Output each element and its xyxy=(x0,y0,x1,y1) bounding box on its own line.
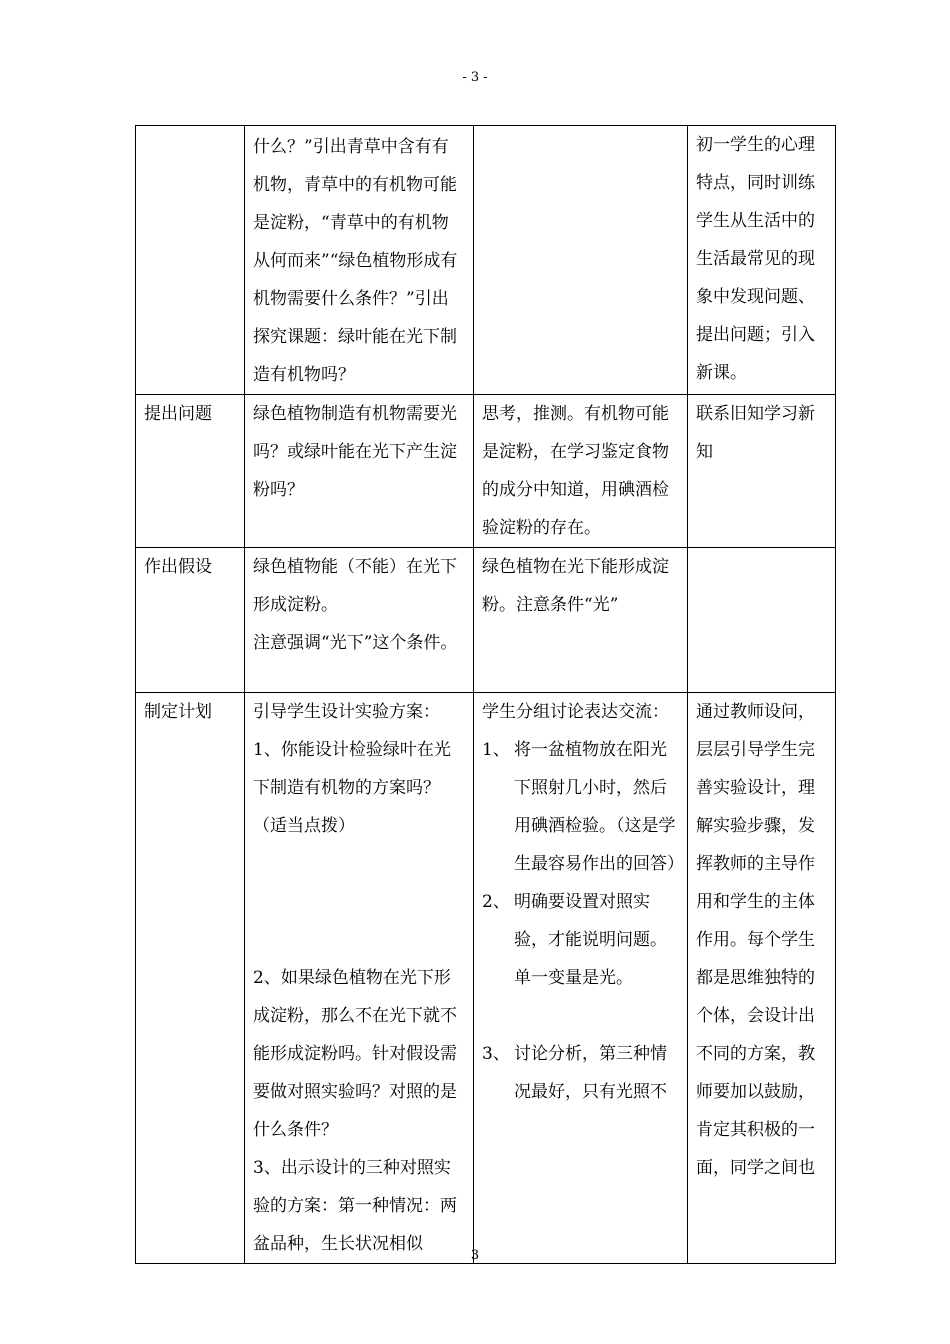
footer-page-number: 3 xyxy=(470,1248,480,1263)
list-item-number: 2、 xyxy=(482,892,510,912)
list-item-text: 明确要设置对照实验，才能说明问题。单一变量是光。 xyxy=(514,892,667,988)
design-intent-cell xyxy=(688,548,836,693)
table-row xyxy=(136,126,836,395)
table-row xyxy=(136,693,836,1264)
list-item xyxy=(482,1035,679,1111)
teacher-question-2: 2、如果绿色植物在光下形成淀粉，那么不在光下就不能形成淀粉吗。针对假设需要做对照实验吗？对照的是什么条件？ xyxy=(253,968,457,1140)
student-activity-cell xyxy=(474,126,688,395)
list-item-text: 讨论分析，第三种情况最好，只有光照不 xyxy=(514,1044,667,1102)
lesson-plan-table xyxy=(135,125,836,1264)
spacer xyxy=(253,845,465,959)
list-item xyxy=(482,883,679,997)
student-activity-cell: 思考，推测。有机物可能是淀粉，在学习鉴定食物的成分中知道，用碘酒检验淀粉的存在。 xyxy=(474,395,688,548)
teacher-activity-cell xyxy=(245,548,474,693)
list-item xyxy=(482,731,684,883)
teacher-activity-cell: 什么？”引出青草中含有有机物，青草中的有机物可能是淀粉，“青草中的有机物从何而来”“绿色植物形成有机物需要什么条件？”引出探究课题：绿叶能在光下制造有机物吗？ xyxy=(245,126,474,395)
teacher-intro: 引导学生设计实验方案： xyxy=(253,702,440,722)
list-item-number: 1、 xyxy=(482,740,510,760)
table-row xyxy=(136,548,836,693)
stage-cell: 制定计划 xyxy=(136,693,245,1264)
list-item-number: 3、 xyxy=(482,1044,510,1064)
stage-cell xyxy=(136,126,245,395)
design-intent-cell: 联系旧知学习新知 xyxy=(688,395,836,548)
stage-cell: 作出假设 xyxy=(136,548,245,693)
spacer xyxy=(482,997,679,1035)
teacher-question-1: 1、你能设计检验绿叶在光下制造有机物的方案吗？（适当点拨） xyxy=(253,740,451,836)
teacher-line: 绿色植物能（不能）在光下形成淀粉。 xyxy=(253,557,457,615)
student-activity-cell: 绿色植物在光下能形成淀粉。注意条件“光” xyxy=(474,548,688,693)
header-page-number: - 3 - xyxy=(462,70,488,85)
table-row xyxy=(136,395,836,548)
stage-cell: 提出问题 xyxy=(136,395,245,548)
teacher-activity-cell: 绿色植物制造有机物需要光吗？或绿叶能在光下产生淀粉吗？ xyxy=(245,395,474,548)
teacher-question-3: 3、出示设计的三种对照实验的方案：第一种情况：两盆品种，生长状况相似 xyxy=(253,1158,457,1254)
student-intro: 学生分组讨论表达交流： xyxy=(482,702,669,722)
teacher-line: 注意强调“光下”这个条件。 xyxy=(253,633,458,653)
teacher-activity-cell xyxy=(245,693,474,1264)
design-intent-cell: 通过教师设问，层层引导学生完善实验设计，理解实验步骤，发挥教师的主导作用和学生的主体作用。每个学生都是思维独特的个体，会设计出不同的方案，教师要加以鼓励，肯定其积极的一面，同学之间也 xyxy=(688,693,836,1264)
design-intent-cell: 初一学生的心理特点，同时训练学生从生活中的生活最常见的现象中发现问题、提出问题；引入新课。 xyxy=(688,126,836,395)
student-activity-cell xyxy=(474,693,688,1264)
list-item-text: 将一盆植物放在阳光下照射几小时，然后用碘酒检验。（这是学生最容易作出的回答） xyxy=(514,740,684,874)
